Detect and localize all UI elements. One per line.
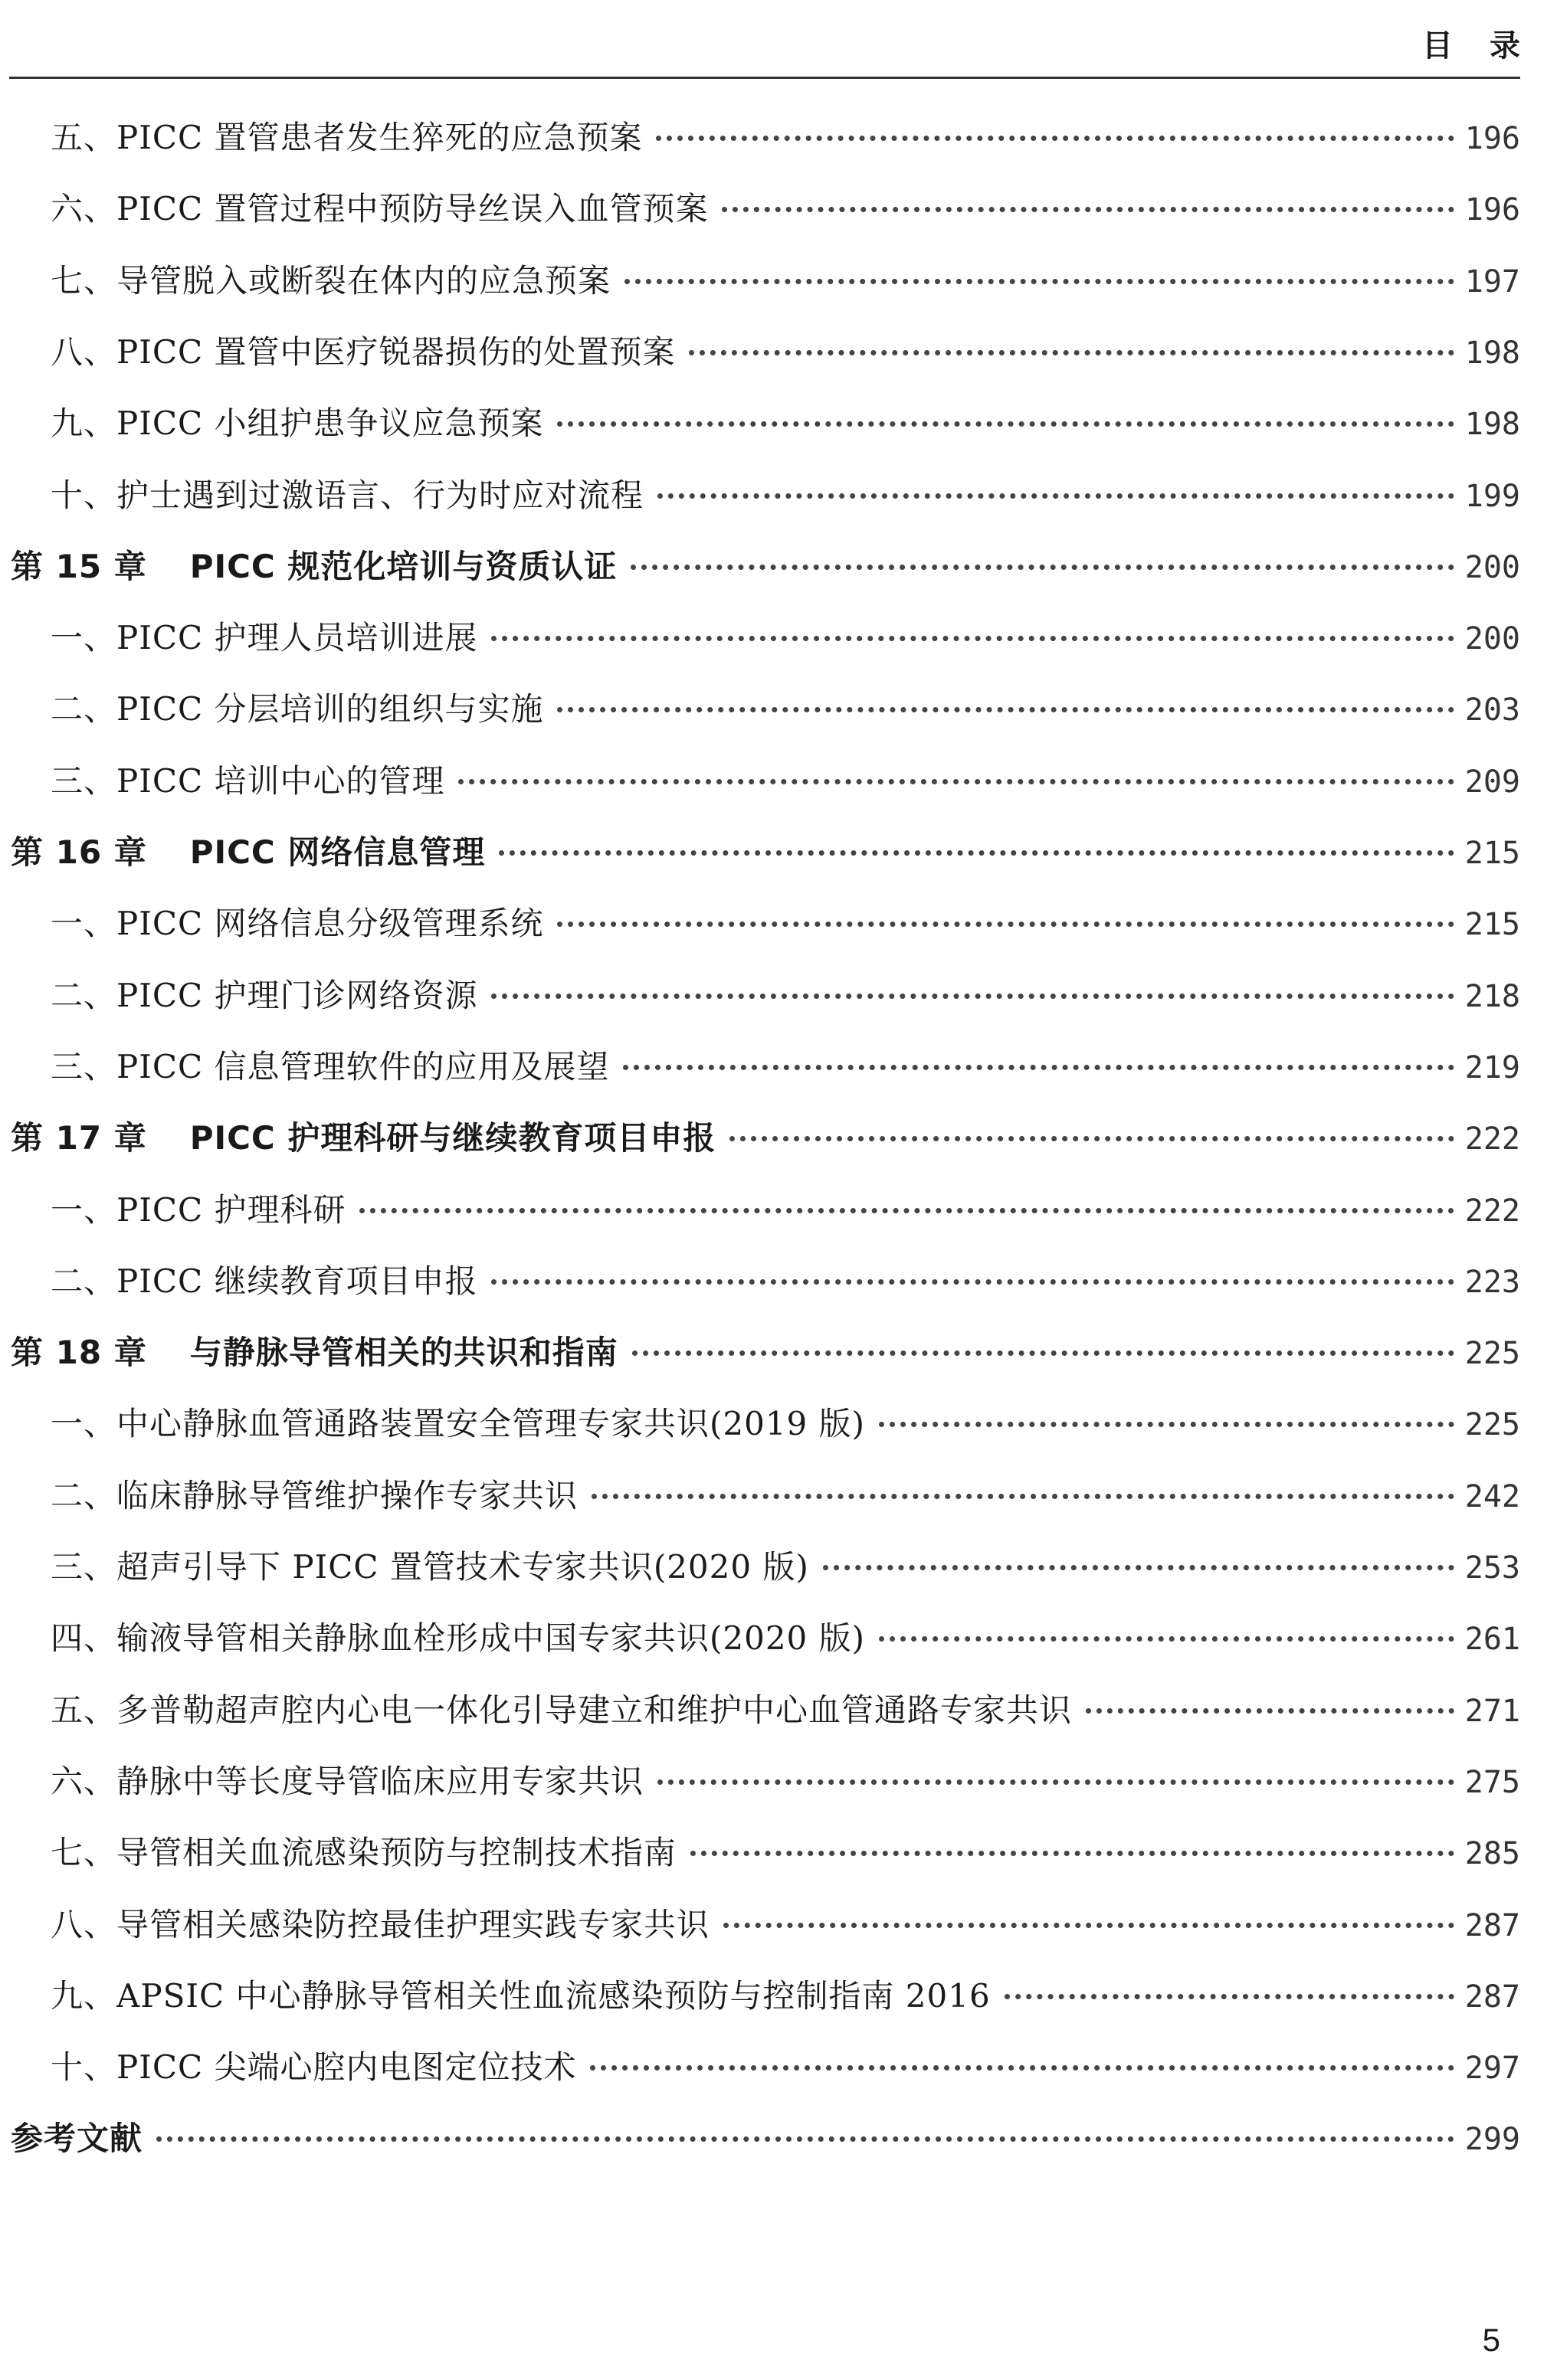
toc-entry-title: 二、PICC 分层培训的组织与实施: [51, 690, 544, 728]
dot-leader: [499, 850, 1454, 856]
toc-chapter-row[interactable]: [11, 544, 1520, 590]
toc-entry-title: 八、PICC 置管中医疗锐器损伤的处置预案: [51, 332, 676, 371]
toc-entry-title: 三、PICC 培训中心的管理: [51, 761, 445, 800]
toc-entry-title: 三、PICC 信息管理软件的应用及展望: [51, 1047, 610, 1085]
toc-section-row[interactable]: [51, 115, 1520, 161]
toc-section-row[interactable]: [51, 1759, 1520, 1805]
toc-entry-title: 参考文献: [11, 2120, 143, 2158]
toc-page-number: 200: [1464, 549, 1520, 585]
toc-entry-title: [11, 1330, 618, 1376]
toc-page-number: 297: [1464, 2051, 1520, 2087]
dot-leader: [590, 2065, 1454, 2071]
toc-entry-title: 一、中心静脉血管通路装置安全管理专家共识(2019 版): [51, 1405, 866, 1443]
toc-section-row[interactable]: [51, 901, 1520, 947]
toc-page-number: 218: [1464, 978, 1520, 1014]
toc-page-number: 222: [1464, 1121, 1520, 1157]
toc-page-number: 219: [1464, 1049, 1520, 1085]
chapter-number: 第 17 章: [11, 1119, 147, 1157]
toc-page-number: 225: [1464, 1407, 1520, 1443]
toc-page-number: 253: [1464, 1550, 1520, 1586]
toc-section-row[interactable]: [51, 401, 1520, 447]
chapter-number: 第 16 章: [11, 833, 147, 871]
chapter-title: PICC 护理科研与继续教育项目申报: [189, 1119, 716, 1157]
dot-leader: [689, 350, 1454, 355]
toc-entry-title: 二、PICC 继续教育项目申报: [51, 1262, 478, 1300]
dot-leader: [592, 1494, 1454, 1499]
toc-section-row[interactable]: [51, 1544, 1520, 1590]
toc-section-row[interactable]: [51, 758, 1520, 804]
toc-page-number: 287: [1464, 1907, 1520, 1943]
toc-entry-title: 二、临床静脉导管维护操作专家共识: [51, 1476, 579, 1514]
toc-section-row[interactable]: [51, 1973, 1520, 2019]
toc-section-row[interactable]: [51, 1902, 1520, 1948]
dot-leader: [656, 136, 1454, 141]
dot-leader: [722, 207, 1454, 212]
toc-page-number: 200: [1464, 621, 1520, 657]
toc-section-row[interactable]: [51, 1187, 1520, 1233]
toc-page-number: 285: [1464, 1836, 1520, 1872]
dot-leader: [879, 1636, 1454, 1642]
toc-section-row[interactable]: [51, 1830, 1520, 1876]
dot-leader: [624, 279, 1454, 284]
toc-entry-title: 一、PICC 护理人员培训进展: [51, 619, 478, 657]
toc-entry-title: 九、APSIC 中心静脉导管相关性血流感染预防与控制指南 2016: [51, 1976, 991, 2015]
toc-entry-title: 六、PICC 置管过程中预防导丝误入血管预案: [51, 190, 709, 228]
toc-section-row[interactable]: [51, 615, 1520, 661]
toc-chapter-row[interactable]: [11, 1330, 1520, 1376]
toc-entry-title: 八、导管相关感染防控最佳护理实践专家共识: [51, 1905, 710, 1943]
dot-leader: [491, 636, 1454, 641]
toc-page-number: 215: [1464, 907, 1520, 943]
chapter-number: 第 18 章: [11, 1334, 147, 1372]
toc-page-number: 199: [1464, 478, 1520, 514]
toc-entry-title: 五、多普勒超声腔内心电一体化引导建立和维护中心血管通路专家共识: [51, 1691, 1073, 1729]
toc-section-row[interactable]: [51, 1044, 1520, 1090]
header-title: 目录: [1422, 28, 1557, 64]
toc-page-number: 209: [1464, 764, 1520, 800]
dot-leader: [491, 994, 1454, 999]
toc-section-row[interactable]: [51, 1616, 1520, 1661]
page-number: 5: [1482, 2322, 1500, 2358]
toc-entry-title: 十、护士遇到过激语言、行为时应对流程: [51, 476, 644, 514]
toc-section-row[interactable]: [51, 2044, 1520, 2090]
toc-chapter-row[interactable]: [11, 1115, 1520, 1161]
toc-entry-title: 一、PICC 护理科研: [51, 1190, 346, 1229]
toc-section-row[interactable]: [51, 973, 1520, 1019]
toc-section-row[interactable]: [51, 686, 1520, 732]
dot-leader: [623, 1065, 1454, 1070]
dot-leader: [491, 1279, 1454, 1285]
dot-leader: [1005, 1994, 1454, 1999]
toc-page-number: 287: [1464, 1979, 1520, 2015]
toc-page-number: 222: [1464, 1193, 1520, 1229]
dot-leader: [557, 421, 1454, 427]
toc-section-row[interactable]: [51, 1688, 1520, 1733]
toc-page-number: 203: [1464, 692, 1520, 728]
toc-page-number: 196: [1464, 192, 1520, 228]
toc-entry-title: 九、PICC 小组护患争议应急预案: [51, 404, 544, 443]
toc-entry-title: [11, 1115, 716, 1161]
toc-entry-title: 十、PICC 尖端心腔内电图定位技术: [51, 2048, 577, 2087]
dot-leader: [823, 1565, 1454, 1570]
dot-leader: [557, 922, 1454, 927]
toc-section-row[interactable]: [51, 186, 1520, 232]
toc-page-number: 271: [1464, 1693, 1520, 1729]
toc-page-number: 198: [1464, 335, 1520, 371]
toc-page-number: 215: [1464, 836, 1520, 871]
toc-reference-row[interactable]: [11, 2116, 1520, 2162]
dot-leader: [657, 1779, 1454, 1785]
dot-leader: [156, 2136, 1454, 2142]
dot-leader: [458, 779, 1454, 784]
dot-leader: [632, 1350, 1454, 1356]
toc-entry-title: [11, 830, 485, 876]
toc-page-number: 225: [1464, 1336, 1520, 1372]
dot-leader: [557, 707, 1454, 712]
header-rule: [9, 77, 1520, 79]
dot-leader: [631, 565, 1454, 570]
dot-leader: [359, 1208, 1454, 1213]
toc-page-number: 198: [1464, 407, 1520, 443]
toc-section-row[interactable]: [51, 258, 1520, 304]
toc-page-number: 299: [1464, 2122, 1520, 2158]
toc-page-number: 261: [1464, 1622, 1520, 1658]
toc-entry-title: 五、PICC 置管患者发生猝死的应急预案: [51, 119, 643, 156]
toc-entry-title: 四、输液导管相关静脉血栓形成中国专家共识(2020 版): [51, 1619, 866, 1658]
chapter-title: 与静脉导管相关的共识和指南: [189, 1334, 618, 1372]
chapter-number: 第 15 章: [11, 547, 147, 585]
dot-leader: [657, 493, 1454, 499]
dot-leader: [729, 1136, 1454, 1141]
toc-page-number: 196: [1464, 121, 1520, 156]
dot-leader: [1086, 1708, 1454, 1714]
toc-entry-title: 六、静脉中等长度导管临床应用专家共识: [51, 1762, 644, 1800]
dot-leader: [723, 1923, 1454, 1928]
toc-page-number: 197: [1464, 264, 1520, 300]
dot-leader: [879, 1422, 1454, 1427]
toc-section-row[interactable]: [51, 1259, 1520, 1305]
toc-section-row[interactable]: [51, 1401, 1520, 1447]
toc-entry-title: 三、超声引导下 PICC 置管技术专家共识(2020 版): [51, 1548, 809, 1586]
toc-entry-title: 七、导管相关血流感染预防与控制技术指南: [51, 1834, 677, 1872]
toc-section-row[interactable]: [51, 1473, 1520, 1519]
toc-entry-title: 二、PICC 护理门诊网络资源: [51, 976, 478, 1014]
toc-page-number: 223: [1464, 1264, 1520, 1300]
toc-page-number: 242: [1464, 1478, 1520, 1514]
running-header: [0, 21, 1557, 64]
dot-leader: [690, 1851, 1454, 1856]
chapter-title: PICC 网络信息管理: [189, 833, 486, 871]
toc-chapter-row[interactable]: [11, 830, 1520, 876]
toc-entry-title: 一、PICC 网络信息分级管理系统: [51, 905, 544, 943]
toc-page-number: 275: [1464, 1764, 1520, 1800]
chapter-title: PICC 规范化培训与资质认证: [189, 547, 618, 585]
toc-entry-title: 七、导管脱入或断裂在体内的应急预案: [51, 261, 611, 300]
toc-section-row[interactable]: [51, 473, 1520, 519]
toc-entry-title: [11, 544, 617, 590]
toc-section-row[interactable]: [51, 329, 1520, 375]
